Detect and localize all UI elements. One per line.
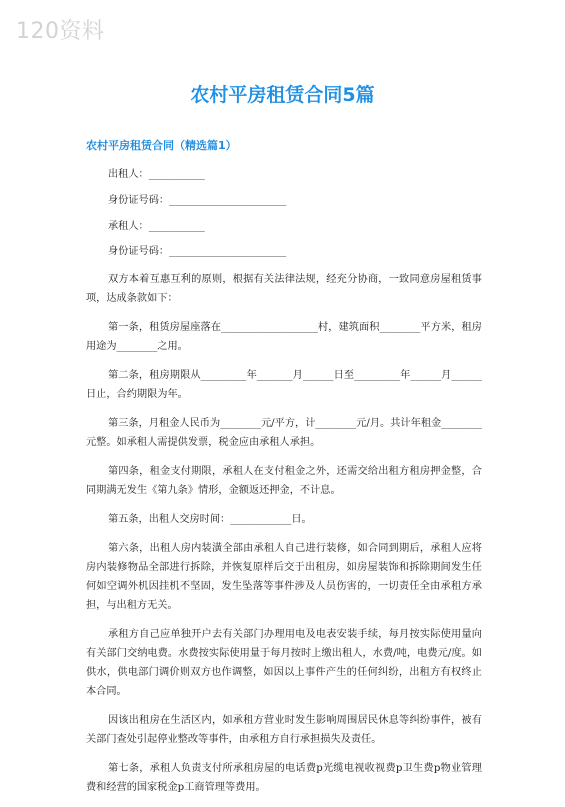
section-title: 农村平房租赁合同（精选篇1） (86, 139, 237, 152)
lessee-field: 承租人：___________ (108, 220, 205, 232)
lessor-id-field: 身份证号码：_______________________ (108, 195, 287, 206)
clause-4: 第四条，租金支付期限，承租人在支付租金之外，还需交给出租方租房押金整，合同期满无发生《第九条》情形，金额返还押金，不计息。 (86, 466, 482, 496)
clause-1: 第一条，租赁房屋座落在___________________村，建筑面积________平方米，租房用途为________之用。 (86, 322, 482, 352)
lessee-id-field: 身份证号码：_______________________ (108, 246, 287, 257)
intro-paragraph: 双方本着互惠互利的原则，根据有关法律法规，经充分协商，一致同意房屋租赁事项，达成条款如下： (86, 274, 482, 304)
disputes-paragraph: 因该出租房在生活区内，如承租方营业时发生影响周围居民休息等纠纷事件，被有关部门查处引起停业整改等事件，由承租方自行承担损失及责任。 (86, 715, 482, 745)
watermark-logo: 120资料 (16, 19, 105, 44)
clause-6: 第六条，出租人房内装潢全部由承租人自己进行装修，如合同到期后，承租人应将房内装修物品全部进行拆除，并恢复原样后交于出租房，如房屋装饰和拆除期间发生任何如空调外机因挂机不坚固，发生坠落等事件涉及人员伤害的，一切责任全由承租方承担，与出租方无关。 (86, 543, 482, 611)
lessor-field: 出租人：___________ (108, 169, 205, 180)
document-title: 农村平房租赁合同5篇 (190, 84, 375, 106)
clause-7: 第七条，承租人负责支付所承租房屋的电话费p光缆电视收视费p卫生费p物业管理费和经营的国家税金p工商管理等费用。 (86, 763, 482, 793)
clause-3: 第三条，月租金人民币为________元/平方，计________元/月。共计年租金________元整。如承租人需提供发票，税金应由承租人承担。 (86, 418, 482, 448)
contract-body (86, 165, 482, 807)
utilities-paragraph: 承租方自己应单独开户去有关部门办理用电及电表安装手续，每月按实际使用量向有关部门交纳电费。水费按实际使用量于每月按时上缴出租人，水费/吨，电费元/度。如供水，供电部门调价则双方也作调整，如因以上事件产生的任何纠纷，出租方有权终止本合同。 (86, 629, 482, 697)
clause-5: 第五条，出租人交房时间：____________日。 (108, 514, 312, 525)
clause-2: 第二条，租房期限从_________年_______月______日至_________年______月______日止，合约期限为年。 (86, 370, 482, 400)
